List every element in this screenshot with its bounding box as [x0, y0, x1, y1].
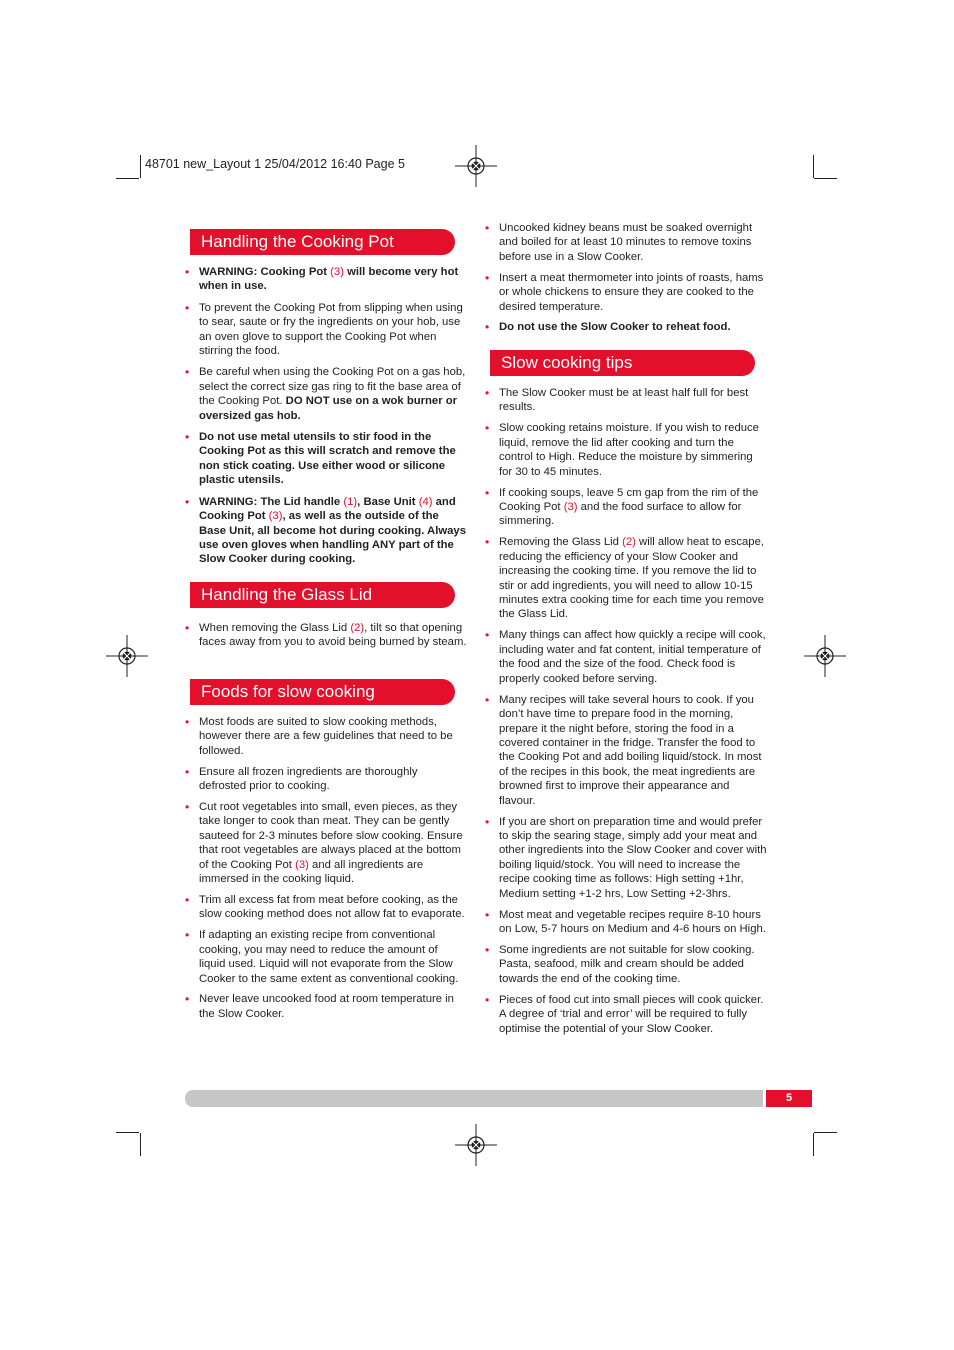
item-text: Pieces of food cut into small pieces will cook quicker. A degree of ‘trial and error’ will be required to fully optimise the potential of your Slow Cooker.	[499, 993, 764, 1035]
crop-mark	[140, 1133, 141, 1156]
registration-mark-icon	[106, 635, 148, 677]
item-text: If cooking soups, leave 5 cm gap from the rim of the Cooking Pot	[499, 486, 759, 514]
part-reference: (2)	[622, 536, 636, 549]
registration-mark-icon	[455, 1124, 497, 1166]
crop-mark	[813, 1133, 814, 1156]
item-text: Cut root vegetables into small, even pieces, as they take longer to cook than meat. They can be gently sauteed for 2-3 minutes before slow cooking. Ensure that root vegetables are always placed at the bottom of the Cooking Pot	[199, 801, 463, 871]
part-reference: (4)	[418, 495, 433, 508]
crop-mark	[814, 178, 837, 179]
list-item	[485, 386, 768, 415]
list-item	[185, 800, 467, 886]
item-text: The Slow Cooker must be at least half full for best results.	[499, 387, 749, 414]
registration-mark-icon	[455, 145, 497, 187]
crop-mark	[140, 155, 141, 178]
item-text: Most foods are suited to slow cooking methods, however there are a few guidelines that need to be followed.	[199, 716, 453, 757]
list-item	[185, 621, 467, 650]
item-text: Many recipes will take several hours to cook. If you don’t have time to prepare food in the morning, prepare it the night before, storing the food in a covered container in the fridge. Transfer the food to the Cooking Pot and add boiling liquid/stock. In most of the recipes in this book, the meat ingredients are browned first to improve their appearance and flavour.	[499, 693, 762, 807]
item-text: DO NOT use on a wok burner or oversized gas hob.	[199, 395, 458, 422]
list-item	[485, 943, 768, 986]
item-text: WARNING: The Lid handle	[199, 495, 344, 508]
item-text: Many things can affect how quickly a recipe will cook, including water and fat content, initial temperature of the food and the size of the food. Check food is properly cooked before serving.	[499, 629, 766, 685]
list-item	[485, 486, 768, 529]
item-text: Insert a meat thermometer into joints of roasts, hams or whole chickens to ensure they are cooked to the desired temperature.	[499, 271, 764, 313]
item-text: and all ingredients are immersed in the cooking liquid.	[199, 858, 424, 886]
item-text: , Base Unit	[357, 495, 419, 508]
list-item	[185, 715, 467, 758]
list-item	[185, 765, 467, 794]
list-item	[485, 421, 768, 479]
list-item	[485, 535, 768, 621]
section-heading-foods: Foods for slow cooking	[190, 679, 455, 705]
list-item	[485, 628, 768, 686]
item-text: Trim all excess fat from meat before cooking, as the slow cooking method does not allow fat to evaporate.	[199, 893, 465, 921]
item-text: Slow cooking retains moisture. If you wish to reduce liquid, remove the lid after cooking and turn the control to High. Reduce the moisture by simmering for 30 to 45 minutes.	[499, 422, 759, 478]
item-text: WARNING: Cooking Pot	[199, 266, 331, 278]
item-text: will allow heat to escape, reducing the efficiency of your Slow Cooker and increasing the cooking time. If you remove the lid to stir or add ingredients, you will need to allow 10-15 minutes extra cooking time for each time you remove the Glass Lid.	[499, 536, 764, 621]
registration-mark-icon	[804, 635, 846, 677]
list-item	[185, 992, 467, 1021]
list-item	[185, 265, 467, 294]
footer-bar	[185, 1090, 763, 1107]
list-item	[185, 495, 467, 567]
section-heading-cooking-pot: Handling the Cooking Pot	[190, 229, 455, 255]
item-text: To prevent the Cooking Pot from slipping when using to sear, saute or fry the ingredients on your hob, use an oven glove to support the Cooking Pot when stirring the food.	[199, 301, 463, 358]
glass-lid-list	[185, 621, 467, 650]
list-item	[485, 271, 768, 314]
list-item	[485, 221, 768, 264]
list-item	[185, 928, 467, 986]
item-text: , tilt so that opening faces away from you to avoid being burned by steam.	[199, 622, 467, 649]
tips-list	[485, 386, 768, 1036]
list-item	[185, 301, 467, 359]
part-reference: (2)	[350, 622, 365, 634]
crop-mark	[813, 155, 814, 178]
part-reference: (3)	[563, 501, 578, 514]
right-top-list	[485, 221, 768, 335]
item-text: Do not use metal utensils to stir food in the Cooking Pot as this will scratch and remove the non stick coating. Use either wood or silicone plastic utensils.	[199, 431, 456, 487]
list-item	[485, 320, 768, 334]
item-text: and Cooking Pot	[199, 495, 456, 523]
item-text: Do not use the Slow Cooker to reheat food.	[499, 321, 731, 334]
item-text: If adapting an existing recipe from conventional cooking, you may need to reduce the amount of liquid used. Liquid will not evaporate from the Slow Cooker to the same extent as conventional cooking.	[199, 929, 459, 985]
item-text: Ensure all frozen ingredients are thoroughly defrosted prior to cooking.	[199, 765, 418, 793]
list-item	[485, 908, 768, 937]
list-item	[485, 693, 768, 808]
page-number: 5	[766, 1090, 812, 1107]
list-item	[185, 893, 467, 922]
item-text: Uncooked kidney beans must be soaked overnight and boiled for at least 10 minutes to remove toxins before use in a Slow Cooker.	[499, 222, 753, 263]
part-reference: (3)	[295, 858, 309, 871]
item-text: will become very hot when in use.	[199, 266, 459, 293]
cooking-pot-list	[185, 265, 467, 567]
section-heading-tips: Slow cooking tips	[490, 350, 755, 376]
item-text: If you are short on preparation time and would prefer to skip the searing stage, simply add your meat and other ingredients into the Slow Cooker and cover with boiling liquid/stock. You will need to increase the recipe cooking time as follows: High setting +1hr, Medium setting +1-2 hrs, Low Setting +2-3hrs.	[499, 815, 767, 900]
item-text: Most meat and vegetable recipes require 8-10 hours on Low, 5-7 hours on Medium and 4-6 hours on High.	[499, 908, 766, 935]
print-slug: 48701 new_Layout 1 25/04/2012 16:40 Page 5	[145, 157, 405, 171]
item-text: , as well as the outside of the Base Unit, all become hot during cooking. Always use oven gloves when handling ANY part of the Slow Cooker during cooking.	[199, 510, 466, 566]
item-text: Never leave uncooked food at room temperature in the Slow Cooker.	[199, 993, 454, 1020]
crop-mark	[116, 1132, 139, 1133]
item-text: Removing the Glass Lid	[499, 536, 623, 549]
item-text: When removing the Glass Lid	[199, 622, 351, 634]
item-text: Some ingredients are not suitable for slow cooking. Pasta, seafood, milk and cream should be added towards the end of the cooking time.	[499, 943, 755, 985]
list-item	[185, 430, 467, 488]
item-text: and the food surface to allow for simmering.	[499, 501, 742, 528]
section-heading-glass-lid: Handling the Glass Lid	[190, 582, 455, 608]
list-item	[185, 365, 467, 423]
part-reference: (3)	[330, 266, 344, 278]
crop-mark	[116, 178, 139, 179]
crop-mark	[814, 1132, 837, 1133]
item-text: Be careful when using the Cooking Pot on a gas hob, select the correct size gas ring to fit the base area of the Cooking Pot.	[199, 366, 466, 408]
list-item	[485, 815, 768, 901]
foods-list	[185, 715, 467, 1021]
list-item	[485, 993, 768, 1036]
part-reference: (3)	[268, 510, 283, 523]
part-reference: (1)	[343, 495, 358, 508]
